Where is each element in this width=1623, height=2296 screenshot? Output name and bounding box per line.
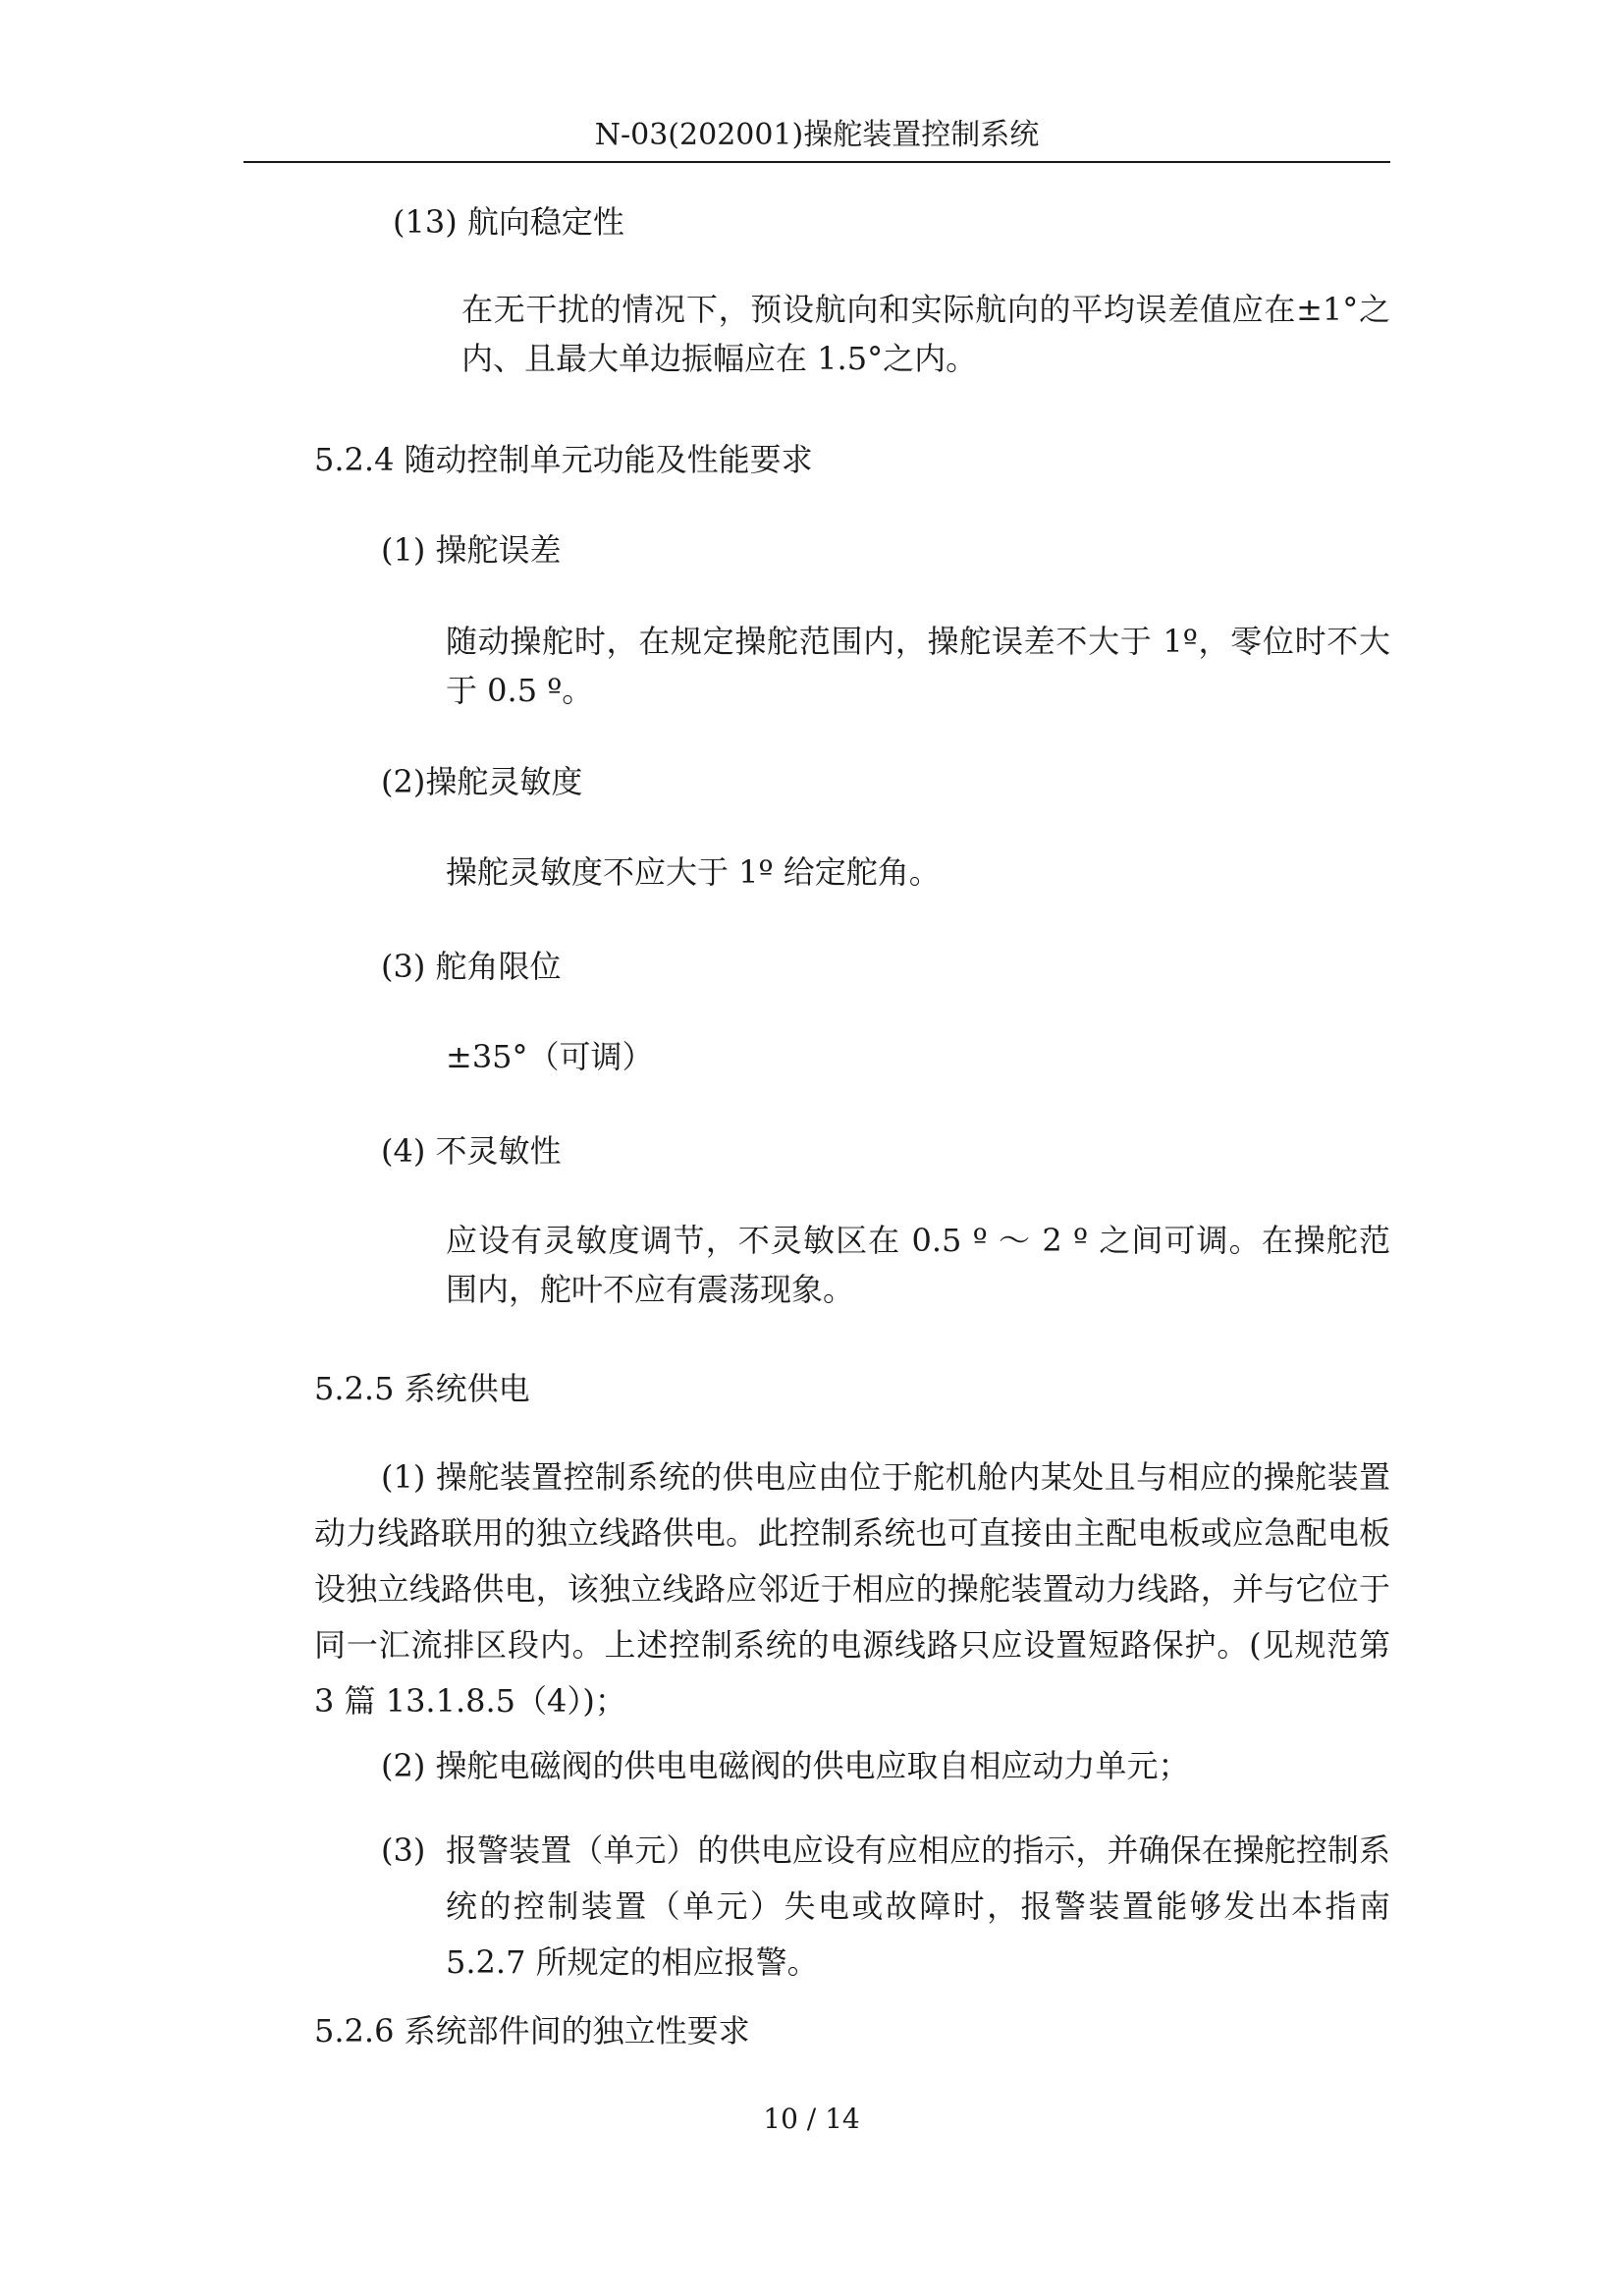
s524-item1-heading: (1) 操舵误差 [381, 531, 562, 569]
s524-item4-body: 应设有灵敏度调节，不灵敏区在 0.5 º ～ 2 º 之间可调。在操舵范围内，舵叶不应有震荡现象。 [446, 1222, 1390, 1308]
s525-item3-body: 报警装置（单元）的供电应设有应相应的指示，并确保在操舵控制系统的控制装置（单元）失电或故障时，报警装置能够发出本指南 5.2.7 所规定的相应报警。 [446, 1831, 1390, 1981]
section-5-2-5-heading: 5.2.5 系统供电 [314, 1370, 530, 1407]
s524-item2-body: 操舵灵敏度不应大于 1º 给定舵角。 [446, 853, 941, 891]
item13-heading: (13) 航向稳定性 [393, 203, 624, 241]
section-5-2-4-heading: 5.2.4 随动控制单元功能及性能要求 [314, 441, 813, 478]
s524-item3-body: ±35°（可调） [446, 1038, 654, 1075]
s524-item1-body: 随动操舵时，在规定操舵范围内，操舵误差不大于 1º，零位时不大于 0.5 º。 [446, 623, 1390, 709]
s524-item4-heading: (4) 不灵敏性 [381, 1132, 562, 1170]
section-5-2-6-heading: 5.2.6 系统部件间的独立性要求 [314, 2012, 750, 2050]
page-header-title: N-03(202001)操舵装置控制系统 [594, 118, 1040, 152]
s524-item2-heading: (2)操舵灵敏度 [381, 763, 583, 800]
s525-item3-number: (3) [381, 1831, 426, 1869]
page-number: 10 / 14 [763, 2103, 860, 2135]
header-divider [243, 161, 1390, 163]
s525-item2: (2) 操舵电磁阀的供电电磁阀的供电应取自相应动力单元； [381, 1747, 1190, 1784]
s524-item3-heading: (3) 舵角限位 [381, 948, 562, 985]
item13-body: 在无干扰的情况下，预设航向和实际航向的平均误差值应在±1°之内、且最大单边振幅应在 1.5°之内。 [461, 291, 1390, 377]
s525-item1: (1) 操舵装置控制系统的供电应由位于舵机舱内某处且与相应的操舵装置动力线路联用的独立线路供电。此控制系统也可直接由主配电板或应急配电板设独立线路供电，该独立线路应邻近于相应的操舵装置动力线路，并与它位于同一汇流排区段内。上述控制系统的电源线路只应设置短路保护。(见规范第 3 篇 13.1.8.5（4）)； [314, 1458, 1390, 1720]
